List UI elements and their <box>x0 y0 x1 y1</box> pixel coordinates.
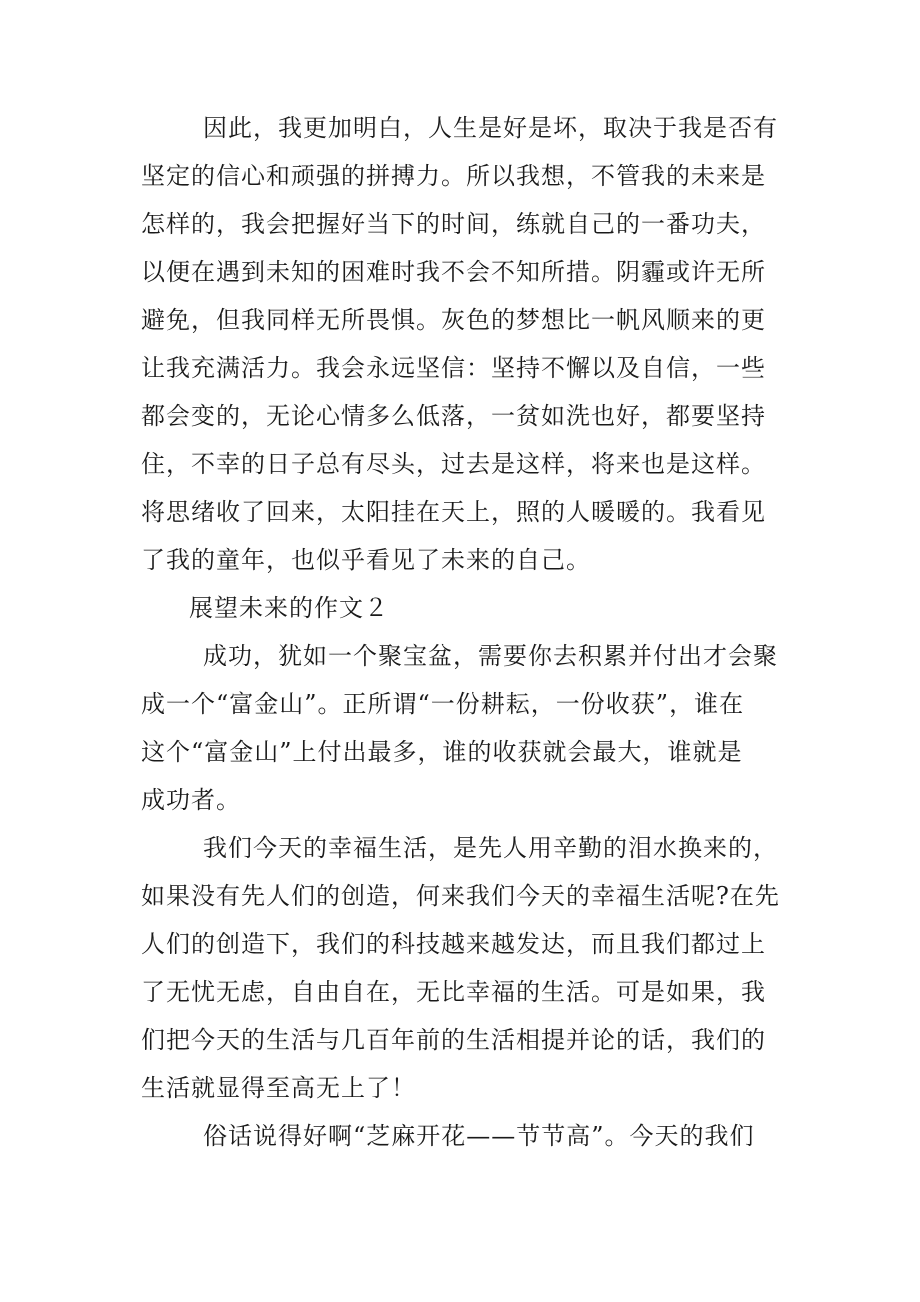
paragraph-1 <box>141 104 781 584</box>
paragraph-line: 俗话说得好啊“芝麻开花——节节高”。今天的我们 <box>203 1122 755 1150</box>
paragraph-line: 避免，但我同样无所畏惧。灰色的梦想比一帆风顺来的更 <box>141 306 766 334</box>
paragraph-line: 了无忧无虑，自由自在，无比幸福的生活。可是如果，我 <box>141 978 766 1006</box>
paragraph-line: 我们今天的幸福生活，是先人用辛勤的泪水换来的， <box>203 834 778 862</box>
paragraph-line: 将思绪收了回来，太阳挂在天上，照的人暖暖的。我看见 <box>141 498 766 526</box>
paragraph-line: 如果没有先人们的创造，何来我们今天的幸福生活呢?在先 <box>141 882 780 910</box>
paragraph-line: 都会变的，无论心情多么低落，一贫如洗也好，都要坚持 <box>141 402 766 430</box>
paragraph-line: 人们的创造下，我们的科技越来越发达，而且我们都过上 <box>141 930 766 958</box>
paragraph-line: 怎样的，我会把握好当下的时间，练就自己的一番功夫， <box>141 210 766 238</box>
paragraph-4 <box>141 1112 781 1160</box>
paragraph-line: 这个“富金山”上付出最多，谁的收获就会最大，谁就是 <box>141 738 743 766</box>
paragraph-line: 了我的童年，也似乎看见了未来的自己。 <box>141 546 591 574</box>
paragraph-line: 生活就显得至高无上了！ <box>141 1074 416 1102</box>
paragraph-line: 成一个“富金山”。正所谓“一份耕耘，一份收获”，谁在 <box>141 690 745 718</box>
paragraph-line: 成功，犹如一个聚宝盆，需要你去积累并付出才会聚 <box>203 642 778 670</box>
paragraph-3 <box>141 824 781 1112</box>
paragraph-2 <box>141 632 781 824</box>
paragraph-line: 住，不幸的日子总有尽头，过去是这样，将来也是这样。 <box>141 450 766 478</box>
paragraph-line: 以便在遇到未知的困难时我不会不知所措。阴霾或许无所 <box>141 258 766 286</box>
section-heading: 展望未来的作文２ <box>189 594 389 622</box>
paragraph-line: 成功者。 <box>141 786 241 814</box>
paragraph-line: 因此，我更加明白，人生是好是坏，取决于我是否有 <box>203 114 778 142</box>
paragraph-line: 们把今天的生活与几百年前的生活相提并论的话，我们的 <box>141 1026 766 1054</box>
paragraph-line: 坚定的信心和顽强的拼搏力。所以我想，不管我的未来是 <box>141 162 766 190</box>
paragraph-line: 让我充满活力。我会永远坚信：坚持不懈以及自信，一些 <box>141 354 766 382</box>
document-body <box>141 104 781 1160</box>
